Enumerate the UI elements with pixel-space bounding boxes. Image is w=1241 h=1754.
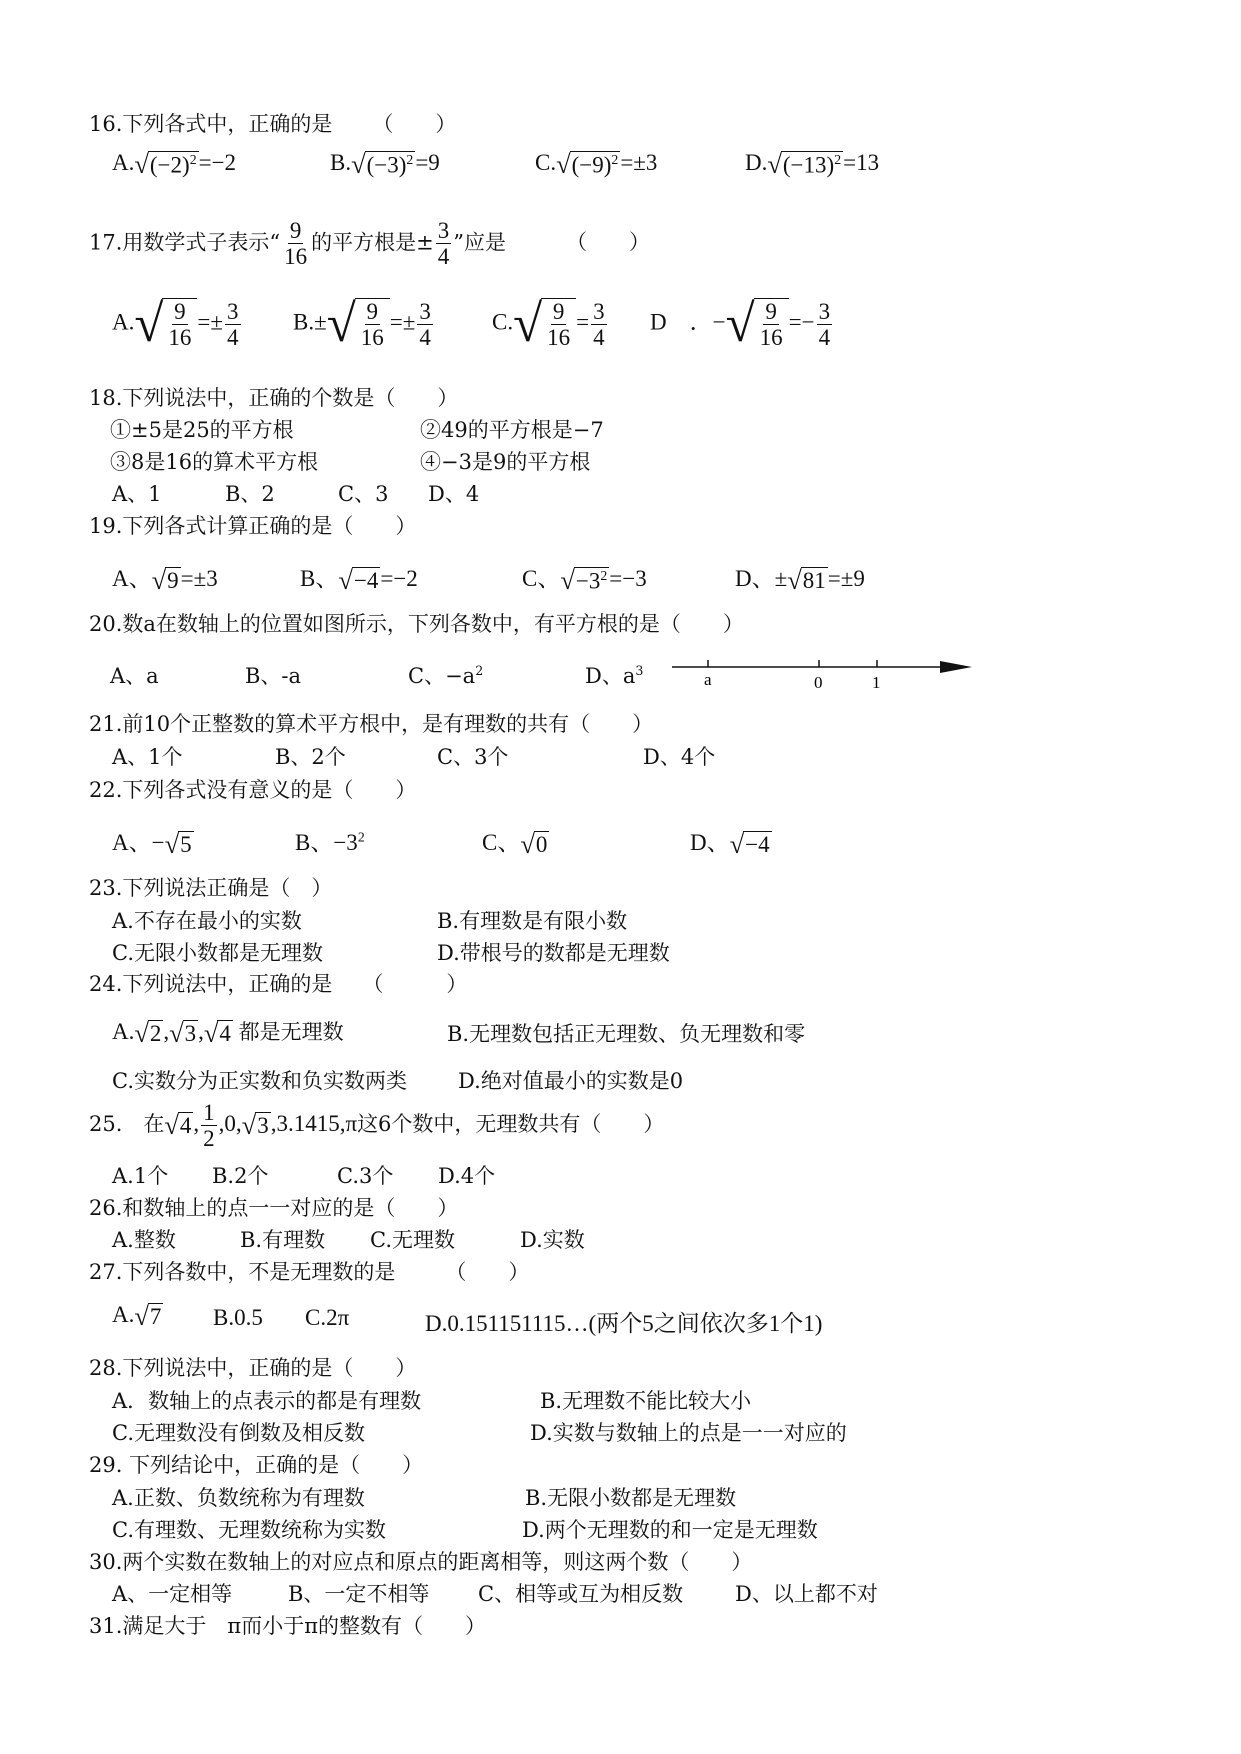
q25-stem: 25. 在 √ 4 , $\frac{1}{2}$ ,0, √ 3 ,3.1415,π这6个数中，无理数共有（ ） (89, 1100, 665, 1152)
q27-option-c: C.2π (305, 1305, 350, 1330)
q23-option-d: D.带根号的数都是无理数 (437, 941, 670, 965)
q24-option-c: C.实数分为正实数和负实数两类 (112, 1069, 407, 1093)
q30-option-d: D、以上都不对 (735, 1582, 878, 1606)
q27-option-a: A. √ 7 (112, 1301, 162, 1331)
q26-option-b: B.有理数 (240, 1228, 326, 1252)
q31-stem: 31.满足大于 π而小于π的整数有（ ） (89, 1614, 486, 1638)
q29-stem: 29. 下列结论中，正确的是（ ） (89, 1453, 424, 1477)
q29-option-b: B.无限小数都是无理数 (525, 1486, 737, 1510)
q22-option-a: A、− √ 5 (112, 829, 192, 859)
q26-option-c: C.无理数 (370, 1228, 455, 1252)
q20-option-c: C、$-a^2$ (408, 663, 484, 688)
q25-option-b: B.2个 (212, 1164, 269, 1188)
q24-option-b: B.无理数包括正无理数、负无理数和零 (447, 1022, 806, 1046)
q17-option-b: B.± √ $\frac{9}{16}$ =± $\frac{3}{4}$ (293, 295, 431, 353)
q19-stem: 19.下列各式计算正确的是（ ） (89, 514, 417, 538)
q23-stem: 23.下列说法正确是（ ） (89, 876, 333, 900)
q28-option-c: C.无理数没有倒数及相反数 (112, 1421, 365, 1445)
q16-option-b: B. √ $(-3)^2$ =9 (330, 148, 440, 179)
q16-stem: 16.下列各式中，正确的是 （ ） (89, 112, 457, 136)
q21-option-b: B、2个 (275, 745, 346, 769)
q17-option-c: C. √ $\frac{9}{16}$ = $\frac{3}{4}$ (492, 295, 605, 353)
number-line (672, 655, 972, 695)
q18-option-a: A、1 (112, 482, 162, 506)
q19-option-d: D、± √ 81 =±9 (735, 565, 865, 595)
q18-option-d: D、4 (428, 482, 480, 506)
axis-label-zero: 0 (814, 673, 823, 692)
q24-option-a: A. √ 2 , √ 3 , √ 4 都是无理数 (112, 1018, 344, 1048)
q29-option-a: A.正数、负数统称为有理数 (112, 1486, 365, 1510)
q27-option-b: B.0.5 (213, 1305, 263, 1330)
q22-stem: 22.下列各式没有意义的是（ ） (89, 778, 417, 802)
q21-option-a: A、1个 (112, 745, 183, 769)
q16-option-d: D. √ $(-13)^2$ =13 (745, 148, 880, 179)
q30-option-b: B、一定不相等 (288, 1582, 430, 1606)
q23-option-b: B.有理数是有限小数 (437, 909, 628, 933)
q21-option-c: C、3个 (437, 745, 509, 769)
q16-option-a: A. √ $(-2)^2$ =−2 (112, 148, 237, 179)
q21-option-d: D、4个 (643, 745, 716, 769)
q20-option-a: A、a (110, 664, 159, 688)
q25-option-d: D.4个 (438, 1164, 496, 1188)
q27-option-d: D.0.151151115…(两个5之间依次多1个1) (425, 1311, 823, 1336)
axis-label-a: a (704, 670, 712, 689)
q25-option-c: C.3个 (337, 1164, 394, 1188)
q17-stem: 17.用数学式子表示“ $\frac{9}{16}$ 的平方根是± $\frac{3}{4}$ ”应是 （ ） (89, 218, 650, 270)
q28-option-b: B.无理数不能比较大小 (540, 1389, 752, 1413)
q17-option-a: A. √ $\frac{9}{16}$ =± $\frac{3}{4}$ (112, 295, 239, 353)
q22-option-c: C、 √ 0 (482, 829, 548, 859)
q27-stem: 27.下列各数中，不是无理数的是 （ ） (89, 1260, 530, 1284)
q24-stem: 24.下列说法中，正确的是 （ ） (89, 972, 468, 996)
q20-stem: 20.数a在数轴上的位置如图所示，下列各数中，有平方根的是（ ） (89, 612, 744, 636)
q18-statement-3: ③8是16的算术平方根 (110, 450, 319, 474)
q23-option-c: C.无限小数都是无理数 (112, 941, 323, 965)
q18-statement-1: ①±5是25的平方根 (110, 418, 294, 442)
q21-stem: 21.前10个正整数的算术平方根中，是有理数的共有（ ） (89, 712, 654, 736)
q28-option-a: A．数轴上的点表示的都是有理数 (112, 1389, 422, 1413)
q26-option-d: D.实数 (520, 1228, 585, 1252)
q20-option-b: B、-a (245, 664, 302, 688)
q29-option-d: D.两个无理数的和一定是无理数 (522, 1518, 818, 1542)
q18-statement-4: ④−3是9的平方根 (420, 450, 591, 474)
axis-label-one: 1 (872, 673, 881, 692)
q25-option-a: A.1个 (112, 1164, 169, 1188)
q30-option-c: C、相等或互为相反数 (478, 1582, 684, 1606)
q22-option-d: D、 √ −4 (690, 829, 770, 859)
q16-option-c: C. √ $(-9)^2$ =±3 (535, 148, 658, 179)
q22-option-b: B、$-3^2$ (295, 829, 365, 855)
q19-option-a: A、 √ 9 =±3 (112, 565, 218, 595)
q26-option-a: A.整数 (112, 1228, 176, 1252)
q24-option-d: D.绝对值最小的实数是0 (458, 1069, 684, 1093)
q23-option-a: A.不存在最小的实数 (112, 909, 302, 933)
q28-option-d: D.实数与数轴上的点是一一对应的 (530, 1421, 847, 1445)
q29-option-c: C.有理数、无理数统称为实数 (112, 1518, 386, 1542)
q18-option-c: C、3 (338, 482, 389, 506)
q26-stem: 26.和数轴上的点一一对应的是（ ） (89, 1196, 459, 1220)
q18-stem: 18.下列说法中，正确的个数是（ ） (89, 386, 459, 410)
q18-statement-2: ②49的平方根是−7 (420, 418, 604, 442)
q30-stem: 30.两个实数在数轴上的对应点和原点的距离相等，则这两个数（ ） (89, 1550, 753, 1574)
q19-option-b: B、 √ −4 =−2 (300, 565, 418, 595)
q18-option-b: B、2 (225, 482, 275, 506)
q30-option-a: A、一定相等 (112, 1582, 233, 1606)
q28-stem: 28.下列说法中，正确的是（ ） (89, 1356, 417, 1380)
q19-option-c: C、 √ $-3^2$ =−3 (522, 564, 647, 595)
q17-option-d: D ．− √ $\frac{9}{16}$ =− $\frac{3}{4}$ (650, 295, 831, 353)
q20-option-d: D、$a^3$ (585, 663, 644, 688)
